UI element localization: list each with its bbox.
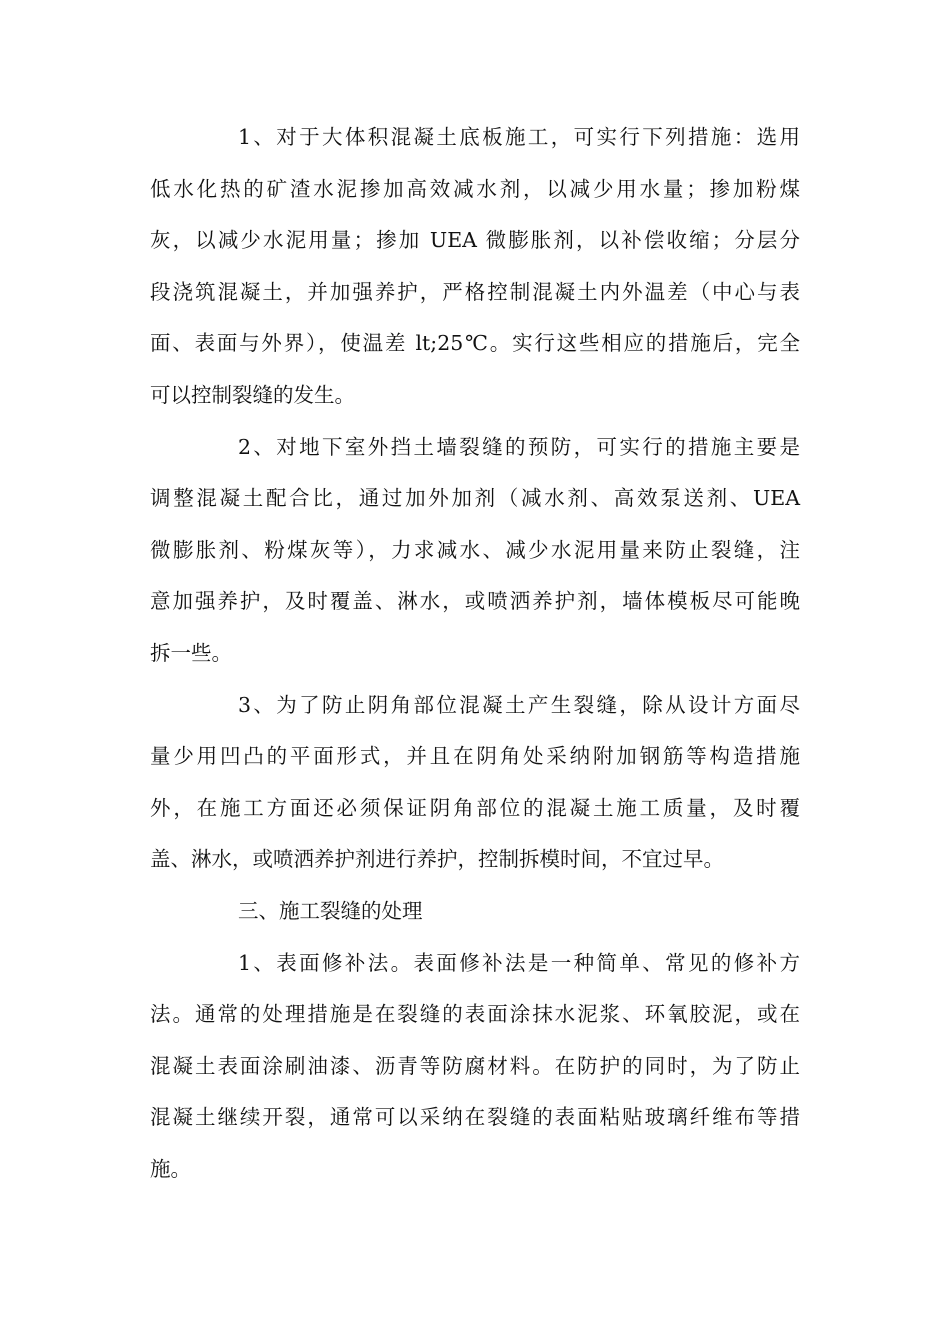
text-line: 盖、淋水，或喷洒养护剂进行养护，控制拆模时间，不宜过早。 (150, 847, 724, 872)
text-line: 段浇筑混凝土，并加强养护，严格控制混凝土内外温差（中心与表 (150, 279, 800, 304)
text-line: 外，在施工方面还必须保证阴角部位的混凝土施工质量，及时覆 (150, 795, 800, 820)
text-line: 低水化热的矿渣水泥掺加高效减水剂，以减少用水量；掺加粉煤 (150, 176, 800, 201)
text-line: 意加强养护，及时覆盖、淋水，或喷洒养护剂，墙体模板尽可能晚 (150, 589, 800, 614)
text-line: 可以控制裂缝的发生。 (150, 382, 355, 407)
text-line: 法。通常的处理措施是在裂缝的表面涂抹水泥浆、环氧胶泥，或在 (150, 1002, 800, 1027)
text-line: 1、对于大体积混凝土底板施工，可实行下列措施：选用 (238, 125, 800, 149)
text-line: 2、对地下室外挡土墙裂缝的预防，可实行的措施主要是 (238, 434, 800, 459)
section-heading: 三、施工裂缝的处理 (238, 898, 423, 923)
text-line: 3、为了防止阴角部位混凝土产生裂缝，除从设计方面尽 (238, 692, 800, 717)
text-line: 调整混凝土配合比，通过加外加剂（减水剂、高效泵送剂、UEA (150, 486, 800, 511)
text-line: 拆一些。 (150, 640, 232, 665)
text-line: 混凝土继续开裂，通常可以采纳在裂缝的表面粘贴玻璃纤维布等措 (150, 1105, 800, 1130)
text-line: 1、表面修补法。表面修补法是一种简单、常见的修补方 (238, 950, 800, 975)
document-body (150, 112, 800, 1195)
text-line: 施。 (150, 1156, 191, 1181)
text-line: 混凝土表面涂刷油漆、沥青等防腐材料。在防护的同时，为了防止 (150, 1053, 800, 1078)
text-line: 面、表面与外界），使温差 lt;25℃。实行这些相应的措施后，完全 (150, 331, 800, 356)
text-line: 微膨胀剂、粉煤灰等），力求减水、减少水泥用量来防止裂缝，注 (150, 537, 800, 562)
text-line: 灰，以减少水泥用量；掺加 UEA 微膨胀剂，以补偿收缩；分层分 (150, 228, 800, 253)
text-line: 量少用凹凸的平面形式，并且在阴角处采纳附加钢筋等构造措施 (150, 744, 800, 769)
